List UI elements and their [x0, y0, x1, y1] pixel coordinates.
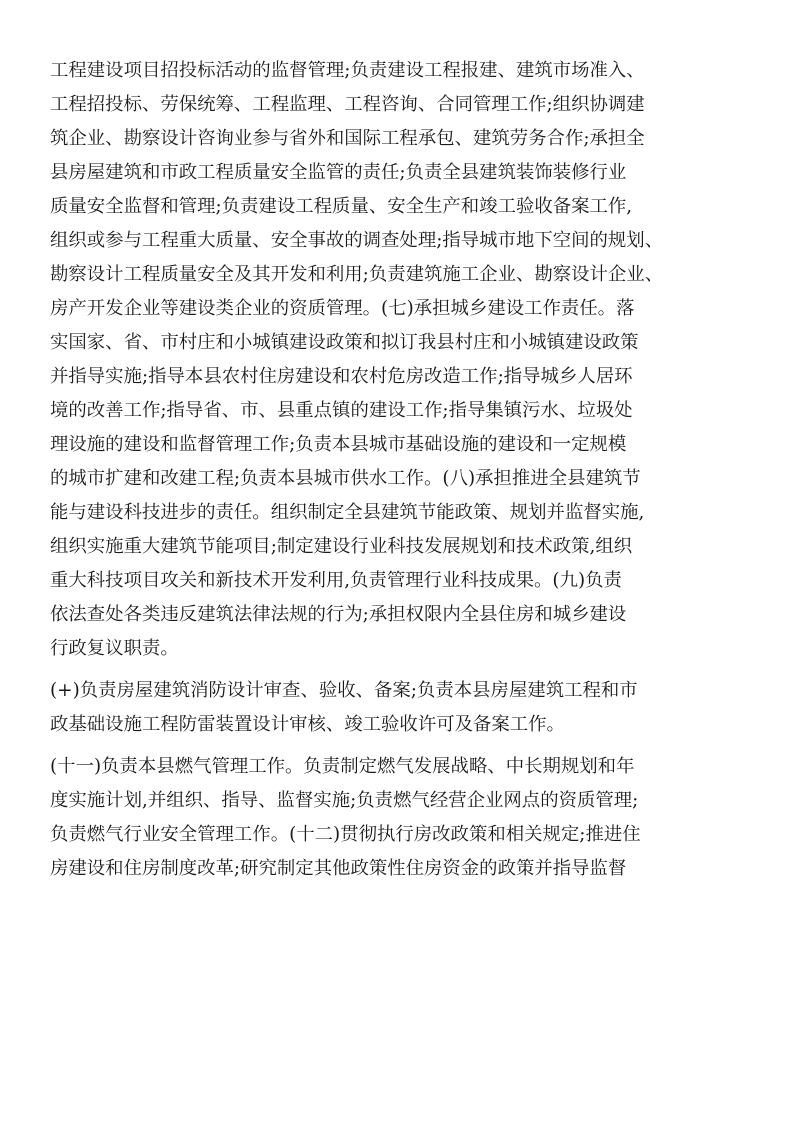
- text-line: 行政复议职责。: [50, 638, 179, 659]
- text-line: 勘察设计工程质量安全及其开发和利用;负责建筑施工企业、勘察设计企业、: [50, 264, 664, 285]
- paragraph-2: [50, 674, 750, 742]
- text-line: 县房屋建筑和市政工程质量安全监管的责任;负责全县建筑装饰装修行业: [50, 162, 627, 183]
- text-line: 重大科技项目攻关和新技术开发利用,负责管理行业科技成果。(九)负责: [50, 570, 622, 591]
- text-line: 政基础设施工程防雷装置设计审核、竣工验收许可及备案工作。: [50, 714, 565, 735]
- text-line: 并指导实施;指导本县农村住房建设和农村危房改造工作;指导城乡人居环: [50, 366, 633, 387]
- text-line: 质量安全监督和管理;负责建设工程质量、安全生产和竣工验收备案工作,: [50, 196, 633, 217]
- text-line: (十一)负责本县燃气管理工作。负责制定燃气发展战略、中长期规划和年: [50, 756, 635, 777]
- document-body: [50, 54, 750, 886]
- text-line: 筑企业、勘察设计咨询业参与省外和国际工程承包、建筑劳务合作;承担全: [50, 128, 645, 149]
- text-line: 工程招投标、劳保统筹、工程监理、工程咨询、合同管理工作;组织协调建: [50, 94, 645, 115]
- text-line: 组织或参与工程重大质量、安全事故的调查处理;指导城市地下空间的规划、: [50, 230, 664, 251]
- text-line: 负责燃气行业安全管理工作。(十二)贯彻执行房改政策和相关规定;推进住: [50, 824, 641, 845]
- text-line: 依法查处各类违反建筑法律法规的行为;承担权限内全县住房和城乡建设: [50, 604, 627, 625]
- text-line: 能与建设科技进步的责任。组织制定全县建筑节能政策、规划并监督实施,: [50, 502, 645, 523]
- text-line: (+)负责房屋建筑消防设计审查、验收、备案;负责本县房屋建筑工程和市: [50, 680, 638, 701]
- paragraph-3: [50, 750, 750, 886]
- text-line: 的城市扩建和改建工程;负责本县城市供水工作。(八)承担推进全县建筑节: [50, 468, 641, 489]
- text-line: 实国家、省、市村庄和小城镇建设政策和拟订我县村庄和小城镇建设政策: [50, 332, 639, 353]
- text-line: 境的改善工作;指导省、市、县重点镇的建设工作;指导集镇污水、垃圾处: [50, 400, 633, 421]
- text-line: 度实施计划,并组织、指导、监督实施;负责燃气经营企业网点的资质管理;: [50, 790, 639, 811]
- paragraph-1: [50, 54, 750, 666]
- text-line: 房产开发企业等建设类企业的资质管理。(七)承担城乡建设工作责任。落: [50, 298, 635, 319]
- text-line: 房建设和住房制度改革;研究制定其他政策性住房资金的政策并指导监督: [50, 858, 627, 879]
- text-line: 理设施的建设和监督管理工作;负责本县城市基础设施的建设和一定规模: [50, 434, 627, 455]
- text-line: 组织实施重大建筑节能项目;制定建设行业科技发展规划和技术政策,组织: [50, 536, 633, 557]
- text-line: 工程建设项目招投标活动的监督管理;负责建设工程报建、建筑市场准入、: [50, 60, 645, 81]
